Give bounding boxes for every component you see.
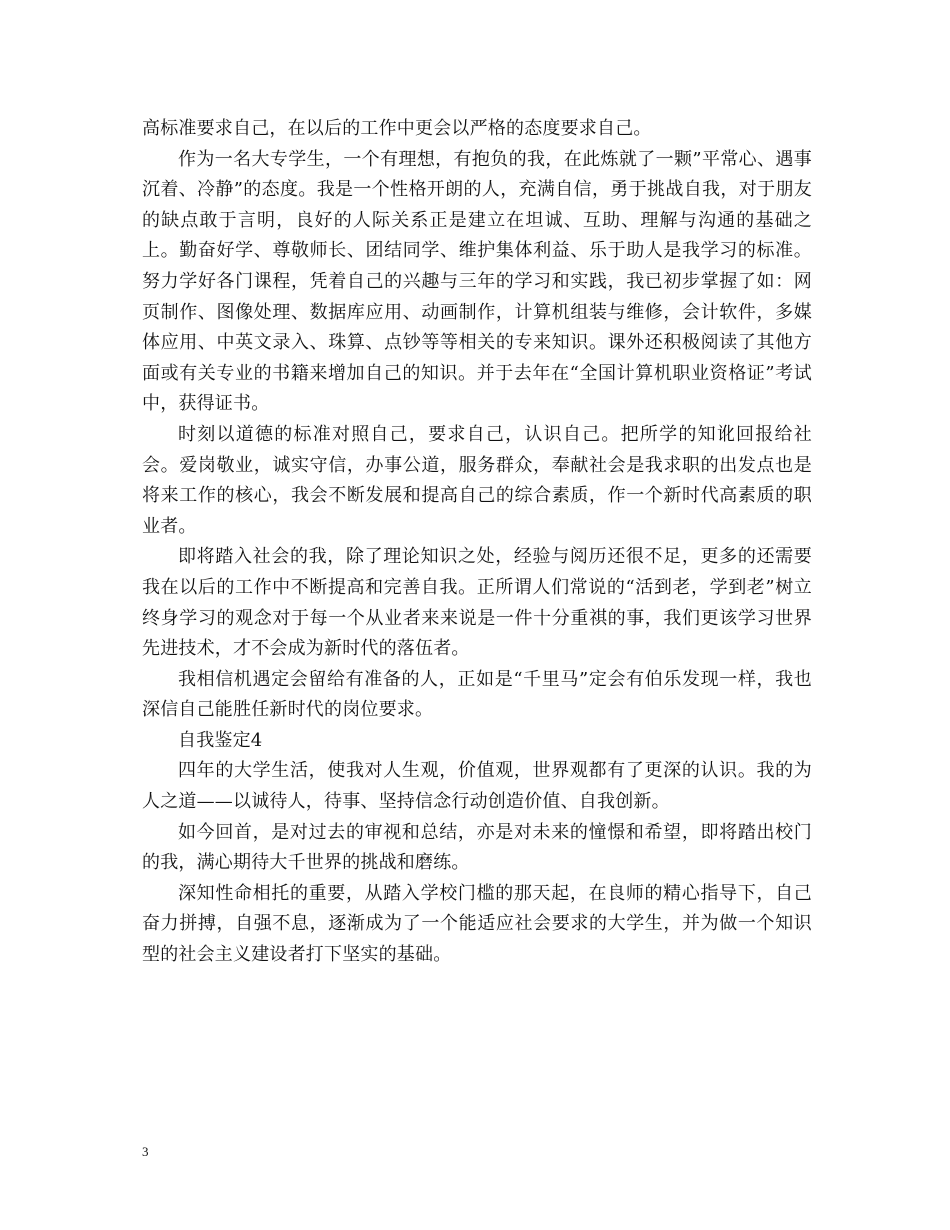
paragraph-morality: 时刻以道德的标准对照自己，要求自己，认识自己。把所学的知讹回报给社会。爱岗敬业，诚实守信，办事公道，服务群众，奉献社会是我求职的出发点也是将来工作的核心，我会不断发展和提高自己的综合素质，作一个新时代高素质的职业者。 bbox=[142, 423, 812, 537]
page-number: 3 bbox=[142, 1144, 149, 1159]
paragraph-lifelong-learning: 即将踏入社会的我，除了理论知识之处，经验与阅历还很不足，更多的还需要我在以后的工作中不断提高和完善自我。正所谓人们常说的“活到老，学到老”树立终身学习的观念对于每一个从业者来来说是一件十分重祺的事，我们更该学习世界先进技术，才不会成为新时代的落伍者。 bbox=[142, 546, 812, 660]
paragraph-reflection: 如今回首，是对过去的审视和总结，亦是对未来的憧憬和希望，即将踏出校门的我，满心期待大千世界的挑战和磨练。 bbox=[142, 821, 812, 874]
section-heading: 自我鉴定4 bbox=[178, 729, 263, 751]
paragraph-university-life: 四年的大学生活，使我对人生观，价值观，世界观都有了更深的认识。我的为人之道——以诚待人，待事、坚持信念行动创造价值、自我创新。 bbox=[142, 760, 812, 813]
paragraph-personality: 作为一名大专学生，一个有理想，有抱负的我，在此炼就了一颗”平常心、遇事沉着、冷静”的态度。我是一个性格开朗的人，充满自信，勇于挑战自我，对于朋友的缺点敢于言明，良好的人际关系正是建立在坦诚、互助、理解与沟通的基础之上。勤奋好学、尊敬师长、团结同学、维护集体利益、乐于助人是我学习的标准。努力学好各门课程，凭着自己的兴趣与三年的学习和实践，我已初步掌握了如：网页制作、图像处理、数据库应用、动画制作，计算机组装与维修，会计软件，多媒体应用、中英文录入、珠算、点钞等等相关的专来知识。课外还积极阅读了其他方面或有关专业的书籍来增加自己的知识。并于去年在“全国计算机职业资格证”考试中，获得证书。 bbox=[142, 148, 812, 415]
document-body bbox=[142, 114, 812, 971]
paragraph-continuation: 高标准要求自己，在以后的工作中更会以严格的态度要求自己。 bbox=[142, 118, 652, 139]
paragraph-foundation: 深知性命相托的重要，从踏入学校门槛的那天起，在良师的精心指导下，自己奋力拼搏，自强不息，逐渐成为了一个能适应社会要求的大学生，并为做一个知识型的社会主义建设者打下坚实的基础。 bbox=[142, 882, 812, 966]
paragraph-opportunity: 我相信机遇定会留给有准备的人，正如是“千里马”定会有伯乐发现一样，我也深信自己能胜任新时代的岗位要求。 bbox=[142, 668, 812, 721]
